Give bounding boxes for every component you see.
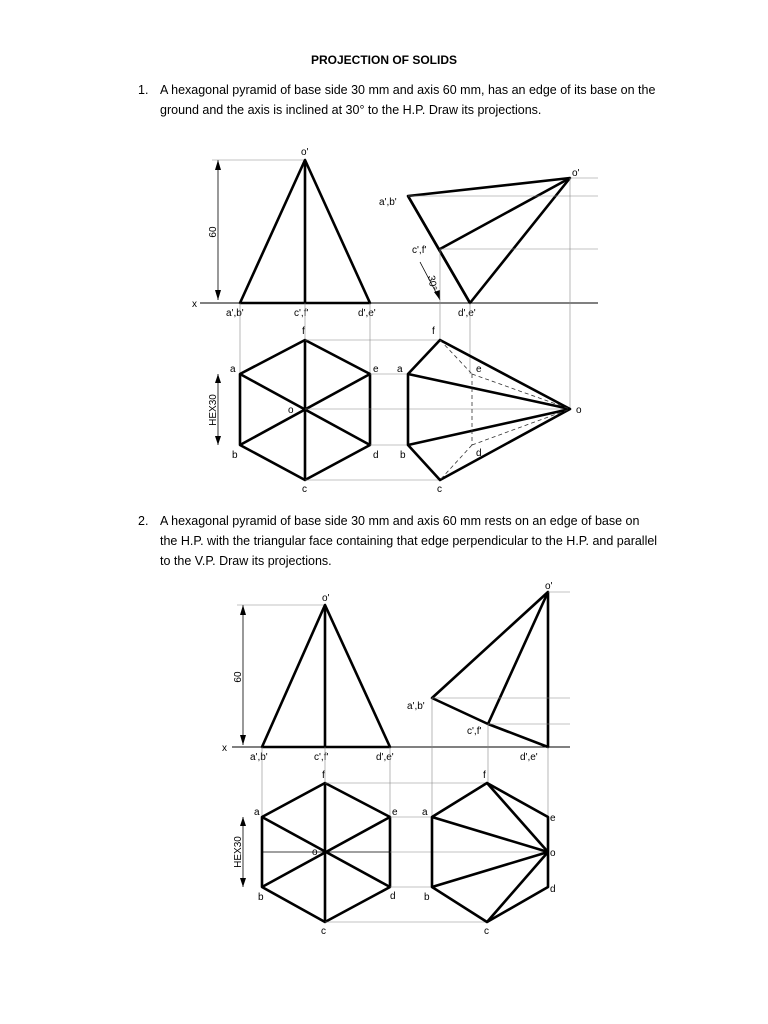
height-dimension-label: 60	[208, 226, 219, 238]
figure-2-projection-drawing	[0, 575, 768, 945]
top-label-b: b	[258, 892, 264, 903]
question-2	[138, 511, 658, 571]
apex-front-label: o'	[301, 147, 309, 158]
front-label-ab: a',b'	[250, 752, 268, 763]
top-label-d: d	[373, 450, 379, 461]
arrow-up-icon	[240, 605, 246, 615]
top-label-o: o	[312, 847, 318, 858]
tilted-top-label-f: f	[483, 770, 486, 781]
tilted-top-edge	[432, 852, 548, 887]
question-text: A hexagonal pyramid of base side 30 mm and axis 60 mm, has an edge of its base on the ground and the axis is inclined at 30° to the H.P. Draw its projections.	[160, 83, 656, 117]
tilted-top-label-e: e	[550, 813, 556, 824]
arrow-up-icon	[215, 374, 221, 383]
xy-label: x	[192, 299, 197, 310]
question-text: A hexagonal pyramid of base side 30 mm and axis 60 mm rests on an edge of base on the H.P. with the triangular face containing that edge perpendicular to the H.P. and parallel to the V.P. Draw its projections.	[160, 514, 658, 568]
tilted-top-label-c: c	[437, 484, 442, 495]
arrow-up-icon	[240, 817, 246, 826]
tilted-top-label-d: d	[550, 884, 556, 895]
tilted-top-label-o: o	[550, 848, 556, 859]
hidden-edge	[440, 445, 472, 480]
arrow-down-icon	[215, 290, 221, 300]
tilted-top-view	[408, 340, 570, 480]
arrow-down-icon	[215, 436, 221, 445]
top-label-o: o	[288, 405, 294, 416]
figure-1-projection-drawing	[0, 140, 768, 500]
front-label-cf: c',f'	[294, 308, 309, 319]
top-label-c: c	[321, 926, 326, 937]
top-label-a: a	[254, 807, 260, 818]
tilted-top-label-o: o	[576, 405, 582, 416]
height-dimension-label: 60	[233, 671, 244, 683]
tilted-label-cf: c',f'	[412, 245, 427, 256]
front-label-cf: c',f'	[314, 752, 329, 763]
apex-front-label: o'	[322, 593, 330, 604]
front-label-de: d',e'	[358, 308, 376, 319]
tilted-front-edge	[440, 178, 570, 249]
tilted-top-label-c: c	[484, 926, 489, 937]
arrow-down-icon	[240, 878, 246, 887]
top-label-d: d	[390, 891, 396, 902]
arrow-down-icon	[240, 735, 246, 745]
hex-dimension-label: HEX30	[233, 836, 244, 868]
hidden-edge	[440, 340, 472, 374]
tilted-label-ab: a',b'	[379, 197, 397, 208]
tilted-top-label-b: b	[424, 892, 430, 903]
tilted-label-de: d',e'	[520, 752, 538, 763]
question-1	[138, 80, 658, 120]
question-number: 1.	[138, 83, 149, 97]
front-label-ab: a',b'	[226, 308, 244, 319]
tilted-top-label-a: a	[397, 364, 403, 375]
tilted-label-de: d',e'	[458, 308, 476, 319]
top-label-b: b	[232, 450, 238, 461]
tilted-top-label-f: f	[432, 326, 435, 337]
top-label-e: e	[392, 807, 398, 818]
top-label-f: f	[302, 326, 305, 337]
angle-label: 30°	[425, 274, 439, 292]
tilted-top-edge	[408, 374, 570, 409]
tilted-top-edge	[408, 409, 570, 445]
tilted-label-cf: c',f'	[467, 726, 482, 737]
top-label-c: c	[302, 484, 307, 495]
xy-label: x	[222, 743, 227, 754]
arrow-up-icon	[215, 160, 221, 170]
top-label-a: a	[230, 364, 236, 375]
tilted-top-label-d: d	[476, 448, 482, 459]
tilted-top-view	[432, 783, 548, 922]
top-label-f: f	[322, 770, 325, 781]
tilted-top-label-b: b	[400, 450, 406, 461]
tilted-label-o: o'	[545, 581, 553, 592]
question-number: 2.	[138, 514, 149, 528]
front-label-de: d',e'	[376, 752, 394, 763]
tilted-front-edge	[488, 592, 548, 724]
tilted-label-o: o'	[572, 168, 580, 179]
tilted-top-edge	[432, 817, 548, 852]
hex-dimension-label: HEX30	[208, 394, 219, 426]
tilted-label-ab: a',b'	[407, 701, 425, 712]
arrow-icon	[434, 290, 440, 300]
tilted-top-label-e: e	[476, 364, 482, 375]
tilted-top-label-a: a	[422, 807, 428, 818]
page-title: PROJECTION OF SOLIDS	[310, 53, 457, 67]
top-label-e: e	[373, 364, 379, 375]
